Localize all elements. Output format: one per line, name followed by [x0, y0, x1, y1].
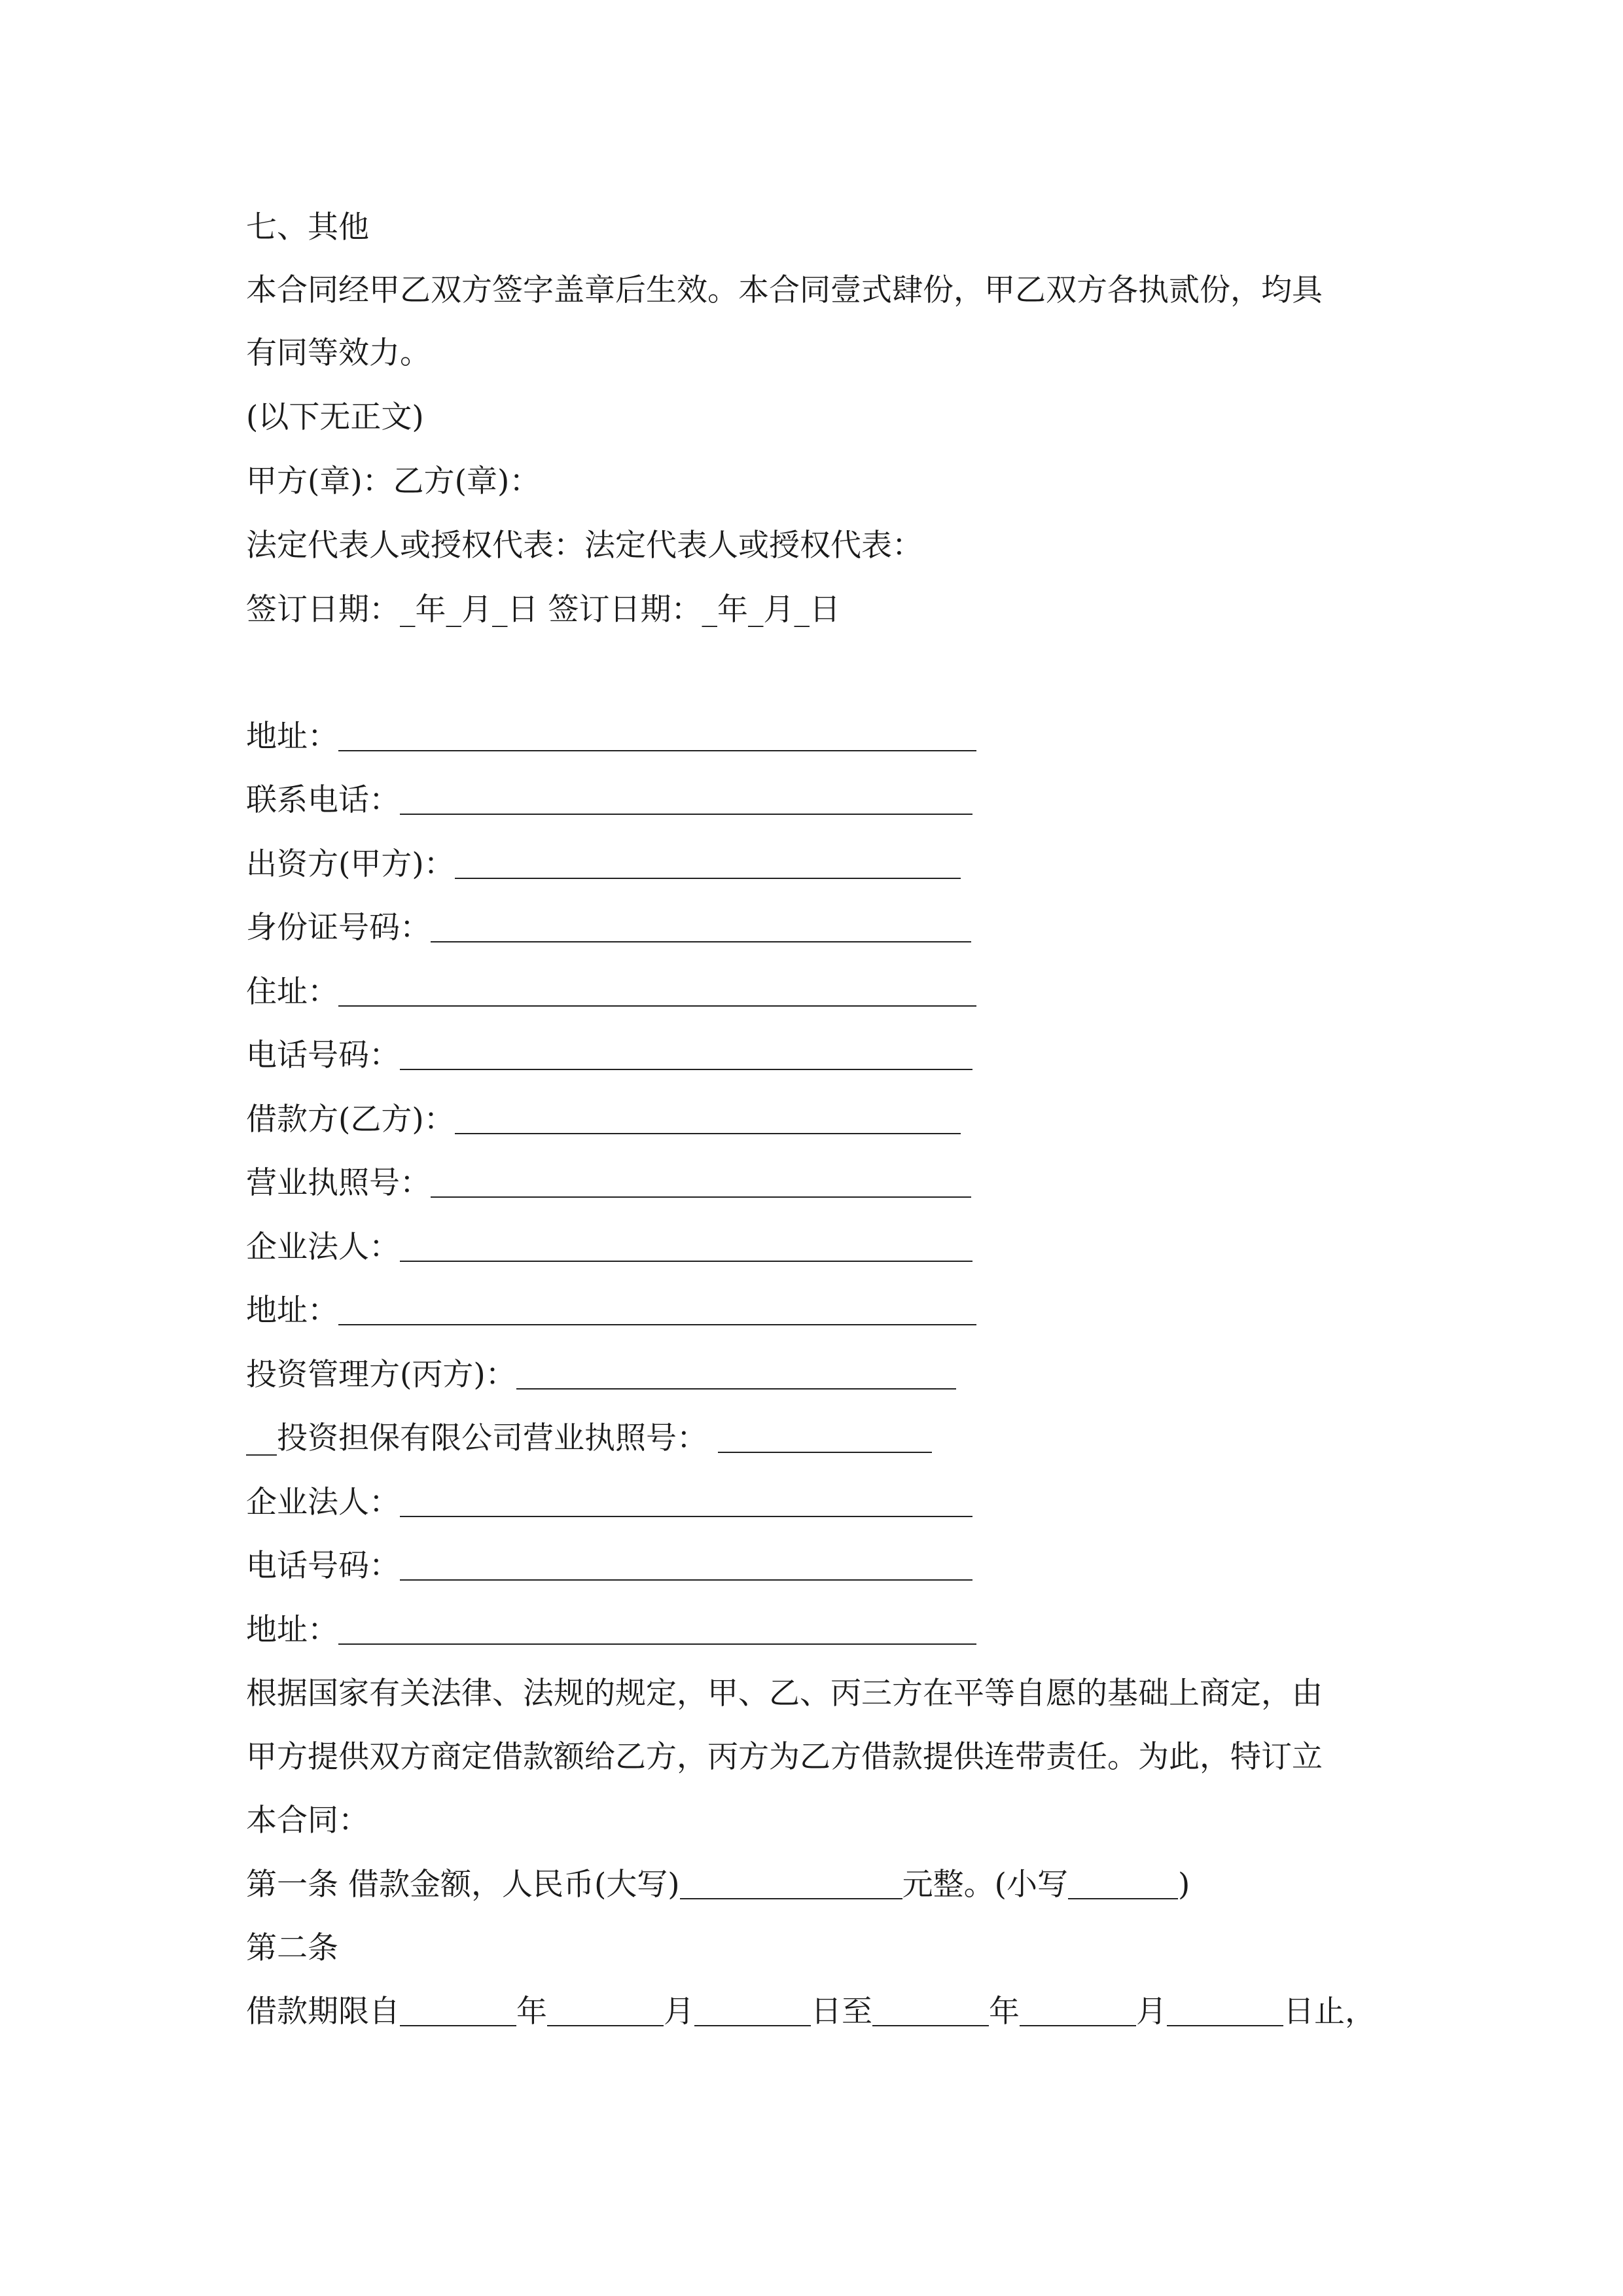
borrower-label: 借款方(乙方)：	[246, 1102, 455, 1138]
article2-heading: 第二条	[246, 1930, 338, 1966]
phone-blank-2[interactable]	[400, 1551, 972, 1581]
address-field-1	[246, 717, 976, 757]
guarantee-company-label: __投资担保有限公司营业执照号：	[246, 1420, 707, 1456]
start-day-blank[interactable]	[694, 1996, 811, 2026]
phone-field-2	[246, 1547, 972, 1586]
investment-manager-label: 投资管理方(丙方)：	[246, 1357, 516, 1393]
lender-label: 出资方(甲方)：	[246, 846, 455, 882]
id-number-field	[246, 908, 971, 948]
phone-blank-1[interactable]	[400, 1040, 972, 1070]
business-license-label: 营业执照号：	[246, 1165, 431, 1201]
phone-label-2: 电话号码：	[246, 1548, 400, 1584]
loan-term-from-label: 借款期限自	[246, 1994, 400, 2030]
article1-loan-amount	[246, 1865, 1190, 1905]
phone-field-1	[246, 1036, 972, 1075]
start-year-blank[interactable]	[400, 1996, 516, 2026]
address-field-3	[246, 1611, 976, 1650]
address-blank-3[interactable]	[338, 1615, 976, 1645]
amount-uppercase-blank[interactable]	[680, 1869, 902, 1899]
investment-manager-field	[246, 1355, 956, 1395]
residence-label: 住址：	[246, 974, 338, 1010]
phone-label-1: 电话号码：	[246, 1037, 400, 1073]
legal-person-blank-1[interactable]	[400, 1232, 972, 1262]
end-year-label: 年	[989, 1994, 1020, 2030]
address-blank-2[interactable]	[338, 1295, 976, 1325]
preamble-line1: 根据国家有关法律、法规的规定，甲、乙、丙三方在平等自愿的基础上商定，由	[246, 1676, 1323, 1712]
id-number-blank[interactable]	[431, 912, 971, 942]
legal-person-label-1: 企业法人：	[246, 1229, 400, 1265]
residence-blank[interactable]	[338, 977, 976, 1007]
legal-person-field-2	[246, 1483, 972, 1522]
business-license-blank[interactable]	[431, 1168, 971, 1198]
lender-field	[246, 845, 961, 884]
end-day-blank[interactable]	[1167, 1996, 1283, 2026]
end-year-blank[interactable]	[872, 1996, 989, 2026]
address-label: 地址：	[246, 719, 338, 755]
preamble-line2: 甲方提供双方商定借款额给乙方，丙方为乙方借款提供连带责任。为此，特订立	[246, 1739, 1323, 1775]
id-number-label: 身份证号码：	[246, 910, 431, 946]
start-month-blank[interactable]	[547, 1996, 664, 2026]
end-day-label: 日止，	[1283, 1994, 1376, 2030]
seal-line: 甲方(章)：乙方(章)：	[246, 463, 541, 499]
residence-field	[246, 973, 976, 1012]
investment-manager-blank[interactable]	[516, 1359, 956, 1390]
business-license-field	[246, 1164, 971, 1203]
borrower-field	[246, 1100, 961, 1139]
representative-line: 法定代表人或授权代表：法定代表人或授权代表：	[246, 528, 923, 564]
end-month-blank[interactable]	[1020, 1996, 1136, 2026]
legal-person-field-1	[246, 1228, 972, 1267]
address-blank[interactable]	[338, 721, 976, 751]
article1-prefix: 第一条 借款金额，人民币(大写)	[246, 1867, 680, 1903]
address-label-2: 地址：	[246, 1293, 338, 1329]
preamble-line3: 本合同：	[246, 1803, 369, 1839]
start-month-label: 月	[664, 1994, 694, 2030]
effect-clause-line2: 有同等效力。	[246, 335, 431, 371]
legal-person-blank-2[interactable]	[400, 1487, 972, 1517]
end-month-label: 月	[1136, 1994, 1167, 2030]
address-label-3: 地址：	[246, 1612, 338, 1648]
contact-phone-label: 联系电话：	[246, 782, 400, 818]
guarantee-company-field	[246, 1419, 932, 1458]
article1-mid: 元整。(小写	[902, 1867, 1068, 1903]
borrower-blank[interactable]	[455, 1104, 961, 1134]
section-heading-other: 七、其他	[246, 209, 369, 245]
contact-phone-field	[246, 781, 972, 820]
contact-phone-blank[interactable]	[400, 785, 972, 815]
start-year-label: 年	[516, 1994, 547, 2030]
no-more-text-note: (以下无正文)	[246, 399, 424, 435]
lender-blank[interactable]	[455, 849, 961, 879]
start-day-to-label: 日至	[811, 1994, 872, 2030]
legal-person-label-2: 企业法人：	[246, 1484, 400, 1520]
loan-term-line	[246, 1992, 1376, 2032]
article1-suffix: )	[1177, 1867, 1190, 1903]
signing-date-line: 签订日期：_年_月_日 签订日期：_年_月_日	[246, 592, 840, 628]
effect-clause-line1: 本合同经甲乙双方签字盖章后生效。本合同壹式肆份，甲乙双方各执贰份，均具	[246, 272, 1323, 308]
amount-lowercase-blank[interactable]	[1068, 1869, 1178, 1899]
guarantee-company-blank[interactable]	[718, 1423, 932, 1453]
address-field-2	[246, 1291, 976, 1331]
